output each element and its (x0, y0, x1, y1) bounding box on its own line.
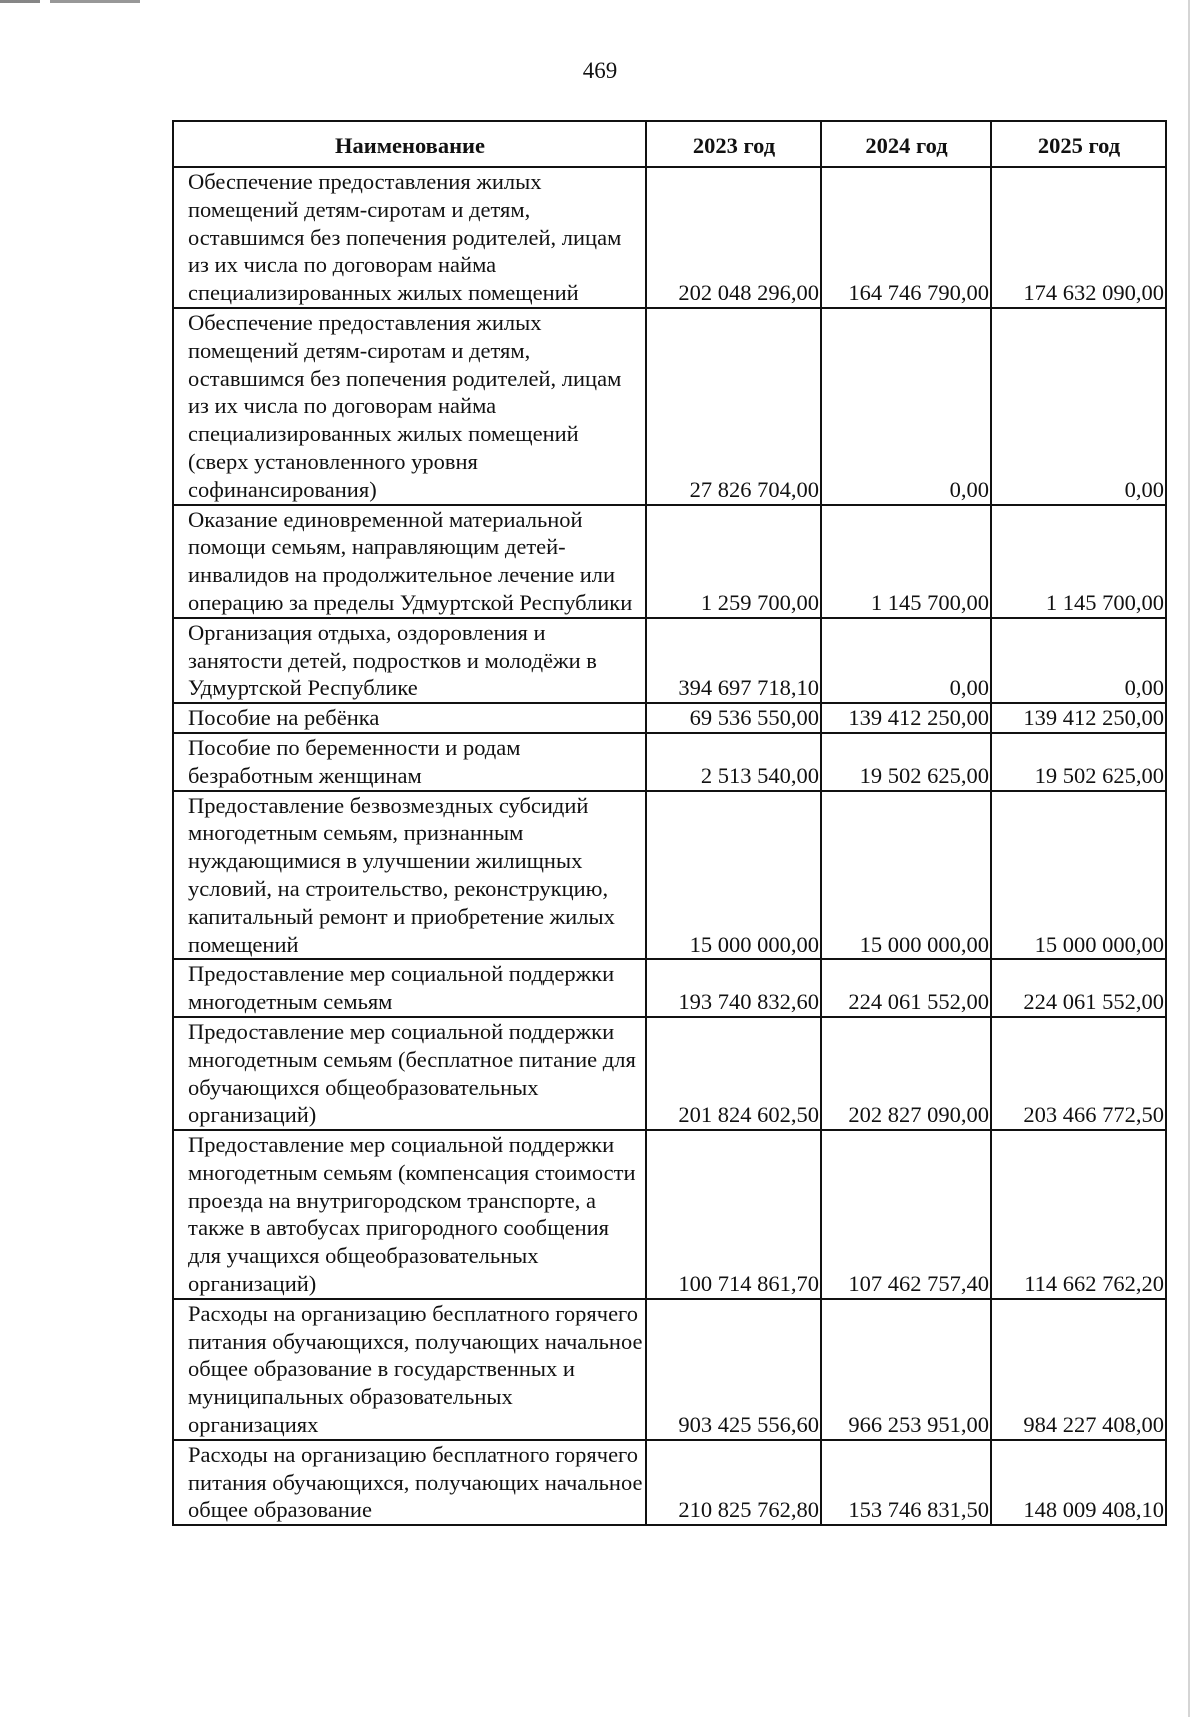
header-row (173, 121, 1166, 167)
row-value-2023: 15 000 000,00 (646, 791, 821, 960)
row-value-2023: 201 824 602,50 (646, 1017, 821, 1130)
row-value-2024: 966 253 951,00 (821, 1299, 991, 1440)
row-value-2024: 224 061 552,00 (821, 959, 991, 1017)
table-header (173, 121, 1166, 167)
scan-edge-right (1188, 0, 1190, 1717)
row-value-2023: 69 536 550,00 (646, 703, 821, 733)
row-value-2024: 1 145 700,00 (821, 505, 991, 618)
row-value-2024: 15 000 000,00 (821, 791, 991, 960)
row-value-2025: 203 466 772,50 (991, 1017, 1166, 1130)
row-name: Обеспечение предоставления жилых помещений детям-сиротам и детям, оставшимся без попечения родителей, лицам из их числа по договорам найма специализированных жилых помещений (173, 167, 646, 308)
row-value-2024: 107 462 757,40 (821, 1130, 991, 1299)
row-name: Организация отдыха, оздоровления и занятости детей, подростков и молодёжи в Удмуртской Республике (173, 618, 646, 703)
table-row (173, 733, 1166, 791)
row-name: Предоставление мер социальной поддержки многодетным семьям (компенсация стоимости проезда на внутригородском транспорте, а также в автобусах пригородного сообщения для учащихся общеобразовательных организаций) (173, 1130, 646, 1299)
row-value-2023: 202 048 296,00 (646, 167, 821, 308)
table-row (173, 703, 1166, 733)
scan-edge-top (0, 0, 1200, 3)
row-value-2024: 164 746 790,00 (821, 167, 991, 308)
row-name: Оказание единовременной материальной помощи семьям, направляющим детей-инвалидов на продолжительное лечение или операцию за пределы Удмуртской Республики (173, 505, 646, 618)
row-value-2024: 153 746 831,50 (821, 1440, 991, 1525)
row-name: Пособие на ребёнка (173, 703, 646, 733)
row-value-2023: 903 425 556,60 (646, 1299, 821, 1440)
row-value-2025: 148 009 408,10 (991, 1440, 1166, 1525)
row-value-2023: 1 259 700,00 (646, 505, 821, 618)
table-row (173, 1440, 1166, 1525)
table-row (173, 618, 1166, 703)
row-value-2025: 174 632 090,00 (991, 167, 1166, 308)
row-value-2024: 139 412 250,00 (821, 703, 991, 733)
row-value-2025: 114 662 762,20 (991, 1130, 1166, 1299)
row-value-2025: 19 502 625,00 (991, 733, 1166, 791)
row-value-2023: 193 740 832,60 (646, 959, 821, 1017)
row-name: Предоставление мер социальной поддержки многодетным семьям (173, 959, 646, 1017)
row-value-2024: 202 827 090,00 (821, 1017, 991, 1130)
table-row (173, 1299, 1166, 1440)
page-number: 469 (582, 58, 618, 83)
row-name: Расходы на организацию бесплатного горячего питания обучающихся, получающих начальное общее образование (173, 1440, 646, 1525)
row-value-2025: 139 412 250,00 (991, 703, 1166, 733)
row-value-2023: 2 513 540,00 (646, 733, 821, 791)
row-name: Предоставление мер социальной поддержки многодетным семьям (бесплатное питание для обучающихся общеобразовательных организаций) (173, 1017, 646, 1130)
row-value-2023: 27 826 704,00 (646, 308, 821, 505)
table-row (173, 1017, 1166, 1130)
row-value-2024: 0,00 (821, 618, 991, 703)
row-name: Расходы на организацию бесплатного горячего питания обучающихся, получающих начальное общее образование в государственных и муниципальных образовательных организациях (173, 1299, 646, 1440)
table-row (173, 1130, 1166, 1299)
row-value-2025: 15 000 000,00 (991, 791, 1166, 960)
row-name: Предоставление безвозмездных субсидий многодетным семьям, признанным нуждающимися в улучшении жилищных условий, на строительство, реконструкцию, капитальный ремонт и приобретение жилых помещений (173, 791, 646, 960)
table-row (173, 308, 1166, 505)
table-row (173, 167, 1166, 308)
row-value-2025: 0,00 (991, 618, 1166, 703)
header-name: Наименование (173, 121, 646, 167)
row-name: Пособие по беременности и родам безработным женщинам (173, 733, 646, 791)
header-2024: 2024 год (821, 121, 991, 167)
header-2025: 2025 год (991, 121, 1166, 167)
row-value-2023: 210 825 762,80 (646, 1440, 821, 1525)
row-value-2025: 1 145 700,00 (991, 505, 1166, 618)
table-row (173, 791, 1166, 960)
row-name: Обеспечение предоставления жилых помещений детям-сиротам и детям, оставшимся без попечения родителей, лицам из их числа по договорам найма специализированных жилых помещений (сверх установленного уровня софинансирования) (173, 308, 646, 505)
row-value-2025: 984 227 408,00 (991, 1299, 1166, 1440)
table-row (173, 505, 1166, 618)
table-row (173, 959, 1166, 1017)
row-value-2023: 394 697 718,10 (646, 618, 821, 703)
table-body (173, 167, 1166, 1525)
row-value-2025: 224 061 552,00 (991, 959, 1166, 1017)
row-value-2024: 0,00 (821, 308, 991, 505)
budget-table (172, 120, 1167, 1526)
row-value-2025: 0,00 (991, 308, 1166, 505)
row-value-2023: 100 714 861,70 (646, 1130, 821, 1299)
header-2023: 2023 год (646, 121, 821, 167)
row-value-2024: 19 502 625,00 (821, 733, 991, 791)
